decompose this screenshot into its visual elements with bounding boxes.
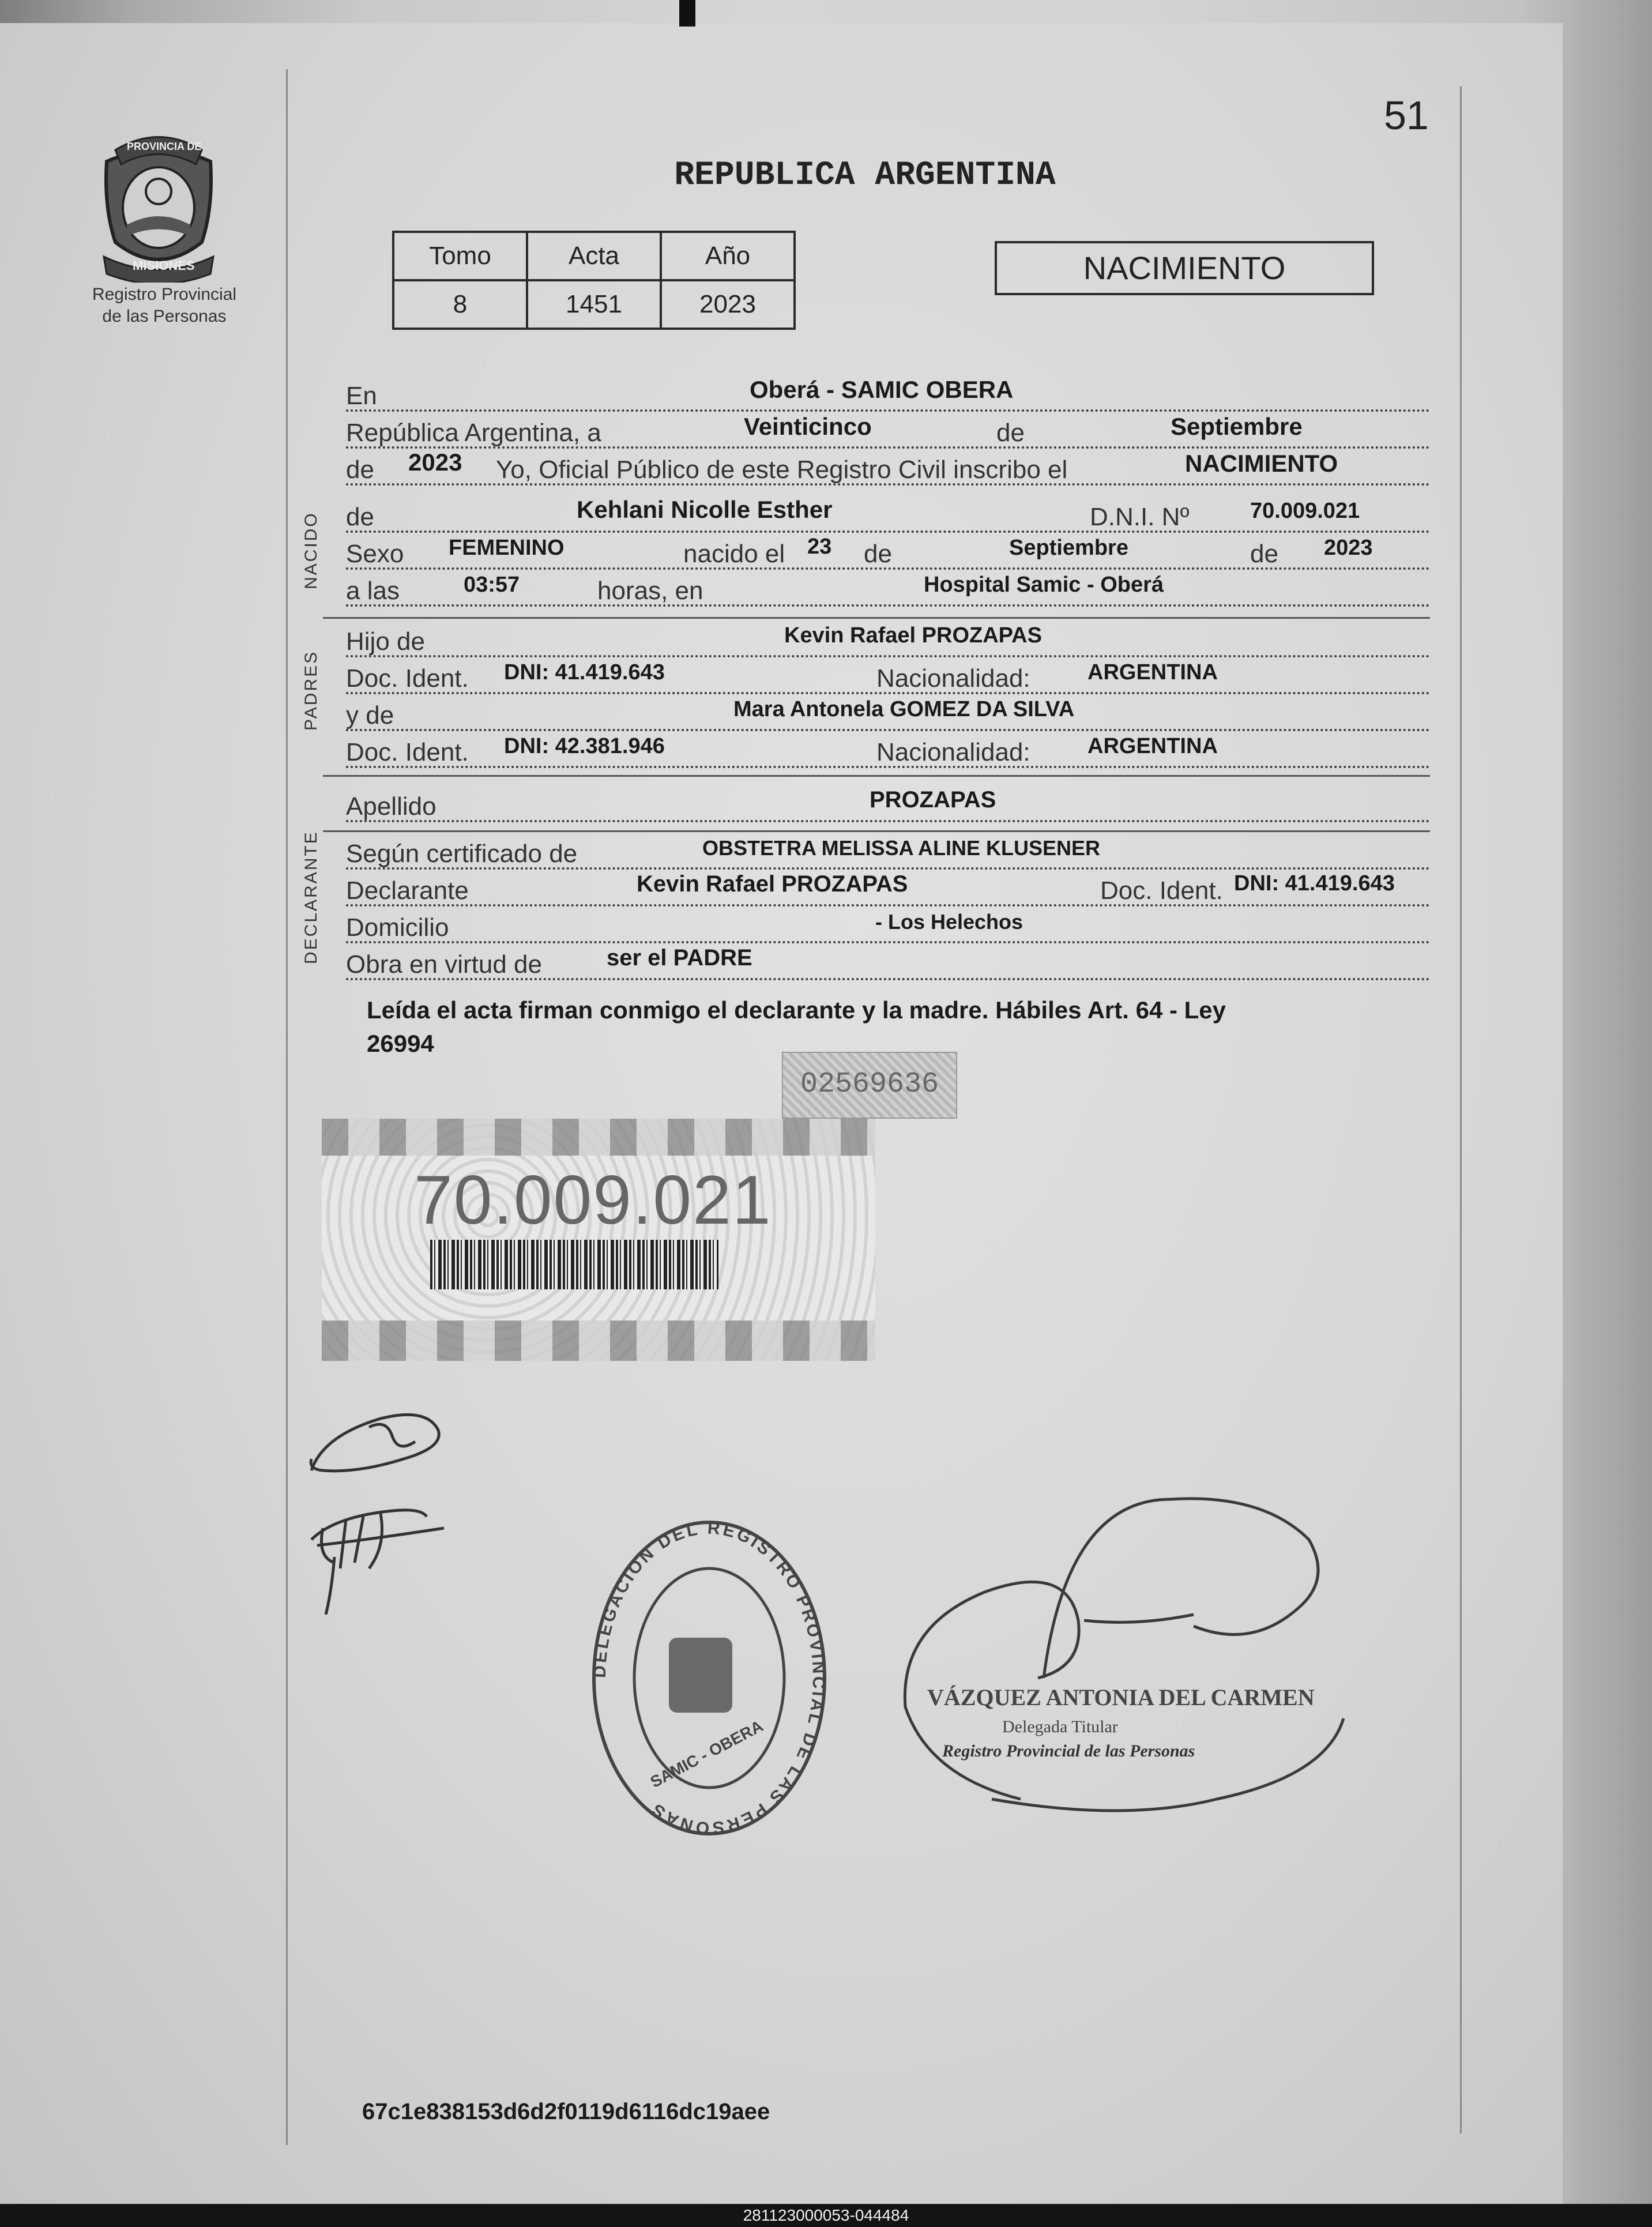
label-nacionalidad-1: Nacionalidad: [876,664,1030,693]
form-row-padre-doc [346,662,1430,694]
document-page [0,23,1563,2204]
footer-code: 281123000053-044484 [743,2206,909,2224]
value-dia-nac: 23 [807,535,832,559]
document-hash: 67c1e838153d6d2f0119d6116dc19aee [362,2099,770,2124]
label-horas-en: horas, en [597,577,703,605]
label-declarante: Declarante [346,876,469,905]
value-padre-doc: DNI: 41.419.643 [504,660,665,684]
serial-stamp-number: 02569636 [800,1068,939,1101]
form-row-certificado [346,837,1430,870]
label-de-4: de [864,540,892,568]
value-sexo: FEMENINO [449,536,565,560]
label-de-5: de [1250,540,1278,568]
value-padre-nac: ARGENTINA [1087,660,1218,684]
right-margin-line [1460,86,1462,2134]
officer-name: VÁZQUEZ ANTONIA DEL CARMEN [927,1684,1315,1710]
value-anio-nac: 2023 [1324,536,1373,560]
header-acta: Acta [527,232,661,280]
form-row-declarante [346,871,1430,906]
dni-sticker-number: 70.009.021 [414,1161,772,1239]
form-row-apellido [346,787,1430,822]
left-margin-line [286,69,288,2145]
value-declarante: Kevin Rafael PROZAPAS [637,871,908,897]
label-segun-cert: Según certificado de [346,840,578,868]
officer-signature [894,1476,1355,1834]
closing-text-line2: 26994 [367,1030,434,1057]
label-hijo-de: Hijo de [346,627,425,656]
form-row-domicilio [346,911,1430,943]
section-divider [323,830,1430,832]
section-label-nacido: NACIDO [302,511,321,589]
officer-title: Delegada Titular [1002,1717,1118,1736]
serial-stamp [782,1052,957,1119]
value-mes-nac: Septiembre [1009,536,1128,560]
section-label-padres: PADRES [302,650,321,731]
binder-clip [679,0,695,27]
province-logo [92,127,225,285]
label-sexo: Sexo [346,540,404,568]
value-tipo: NACIMIENTO [1185,450,1338,477]
value-madre-nac: ARGENTINA [1087,734,1218,758]
officer-office: Registro Provincial de las Personas [942,1741,1195,1760]
label-de-1: de [996,419,1025,447]
form-row-padre [346,625,1430,657]
registry-round-seal [582,1511,836,1845]
value-anio: 2023 [408,449,462,476]
label-domicilio: Domicilio [346,913,449,942]
section-label-declarante: DECLARANTE [302,830,321,964]
value-anio: 2023 [661,280,795,329]
logo-caption-line2: de las Personas [102,307,227,326]
header-tomo: Tomo [393,232,527,280]
dni-sticker [322,1119,875,1361]
label-doc-ident-3: Doc. Ident. [1100,876,1223,905]
value-domicilio: - Los Helechos [875,910,1023,934]
label-y-de: y de [346,701,394,729]
table-value-row [393,280,795,329]
label-republica: República Argentina, a [346,419,601,447]
logo-seal-bottom-text: MISIONES [133,258,195,273]
logo-caption-line1: Registro Provincial [92,285,237,304]
form-row-nombre [346,496,1430,533]
value-padre: Kevin Rafael PROZAPAS [784,623,1042,648]
section-divider [323,617,1430,619]
value-nombre: Kehlani Nicolle Esther [577,496,833,523]
value-certificado: OBSTETRA MELISSA ALINE KLUSENER [702,836,1101,860]
registry-reference-table [392,231,796,330]
value-mes: Septiembre [1171,413,1303,440]
label-a-las: a las [346,577,400,605]
value-lugar-nac: Hospital Samic - Oberá [924,573,1164,597]
document-title: REPUBLICA ARGENTINA [674,157,1056,194]
handwritten-signatures [300,1372,484,1615]
seal-ring-text: DELEGACION DEL REGISTRO PROVINCIAL DE LAS PERSONAS [590,1518,829,1838]
form-row-hora [346,574,1430,607]
value-lugar: Oberá - SAMIC OBERA [750,376,1014,403]
value-obra: ser el PADRE [607,945,752,970]
form-row-sexo [346,537,1430,570]
form-row-madre [346,699,1430,731]
value-apellido: PROZAPAS [870,787,996,812]
form-row-en [346,376,1430,412]
value-dni: 70.009.021 [1250,499,1360,523]
label-de-2: de [346,456,374,484]
label-apellido: Apellido [346,792,436,821]
logo-seal-top-text: PROVINCIA DE [127,141,202,152]
page-number: 51 [1384,93,1429,138]
label-doc-ident-2: Doc. Ident. [346,738,469,766]
value-madre: Mara Antonela GOMEZ DA SILVA [733,697,1075,721]
value-dia-letras: Veinticinco [744,413,872,440]
label-nacido-el: nacido el [683,540,785,568]
label-yo-oficial: Yo, Oficial Público de este Registro Civil inscribo el [496,456,1068,484]
seal-center-text: SAMIC - OBERA [647,1717,766,1792]
header-anio: Año [661,232,795,280]
label-de-3: de [346,503,374,531]
value-tomo: 8 [393,280,527,329]
record-type-box: NACIMIENTO [995,241,1374,295]
label-dni-no: D.N.I. Nº [1090,503,1190,531]
label-doc-ident-1: Doc. Ident. [346,664,469,693]
value-hora: 03:57 [464,573,520,597]
barcode [430,1240,718,1289]
form-row-obra [346,945,1430,980]
label-obra: Obra en virtud de [346,950,542,979]
closing-text-line1: Leída el acta firman conmigo el declarante y la madre. Hábiles Art. 64 - Ley [367,996,1226,1024]
value-acta: 1451 [527,280,661,329]
value-declarante-doc: DNI: 41.419.643 [1234,871,1395,896]
value-madre-doc: DNI: 42.381.946 [504,734,665,758]
section-divider [323,775,1430,777]
form-row-inscripcion [346,449,1430,486]
table-header-row [393,232,795,280]
form-row-madre-doc [346,736,1430,768]
label-nacionalidad-2: Nacionalidad: [876,738,1030,766]
label-en: En [346,382,377,410]
form-row-republica [346,413,1430,449]
